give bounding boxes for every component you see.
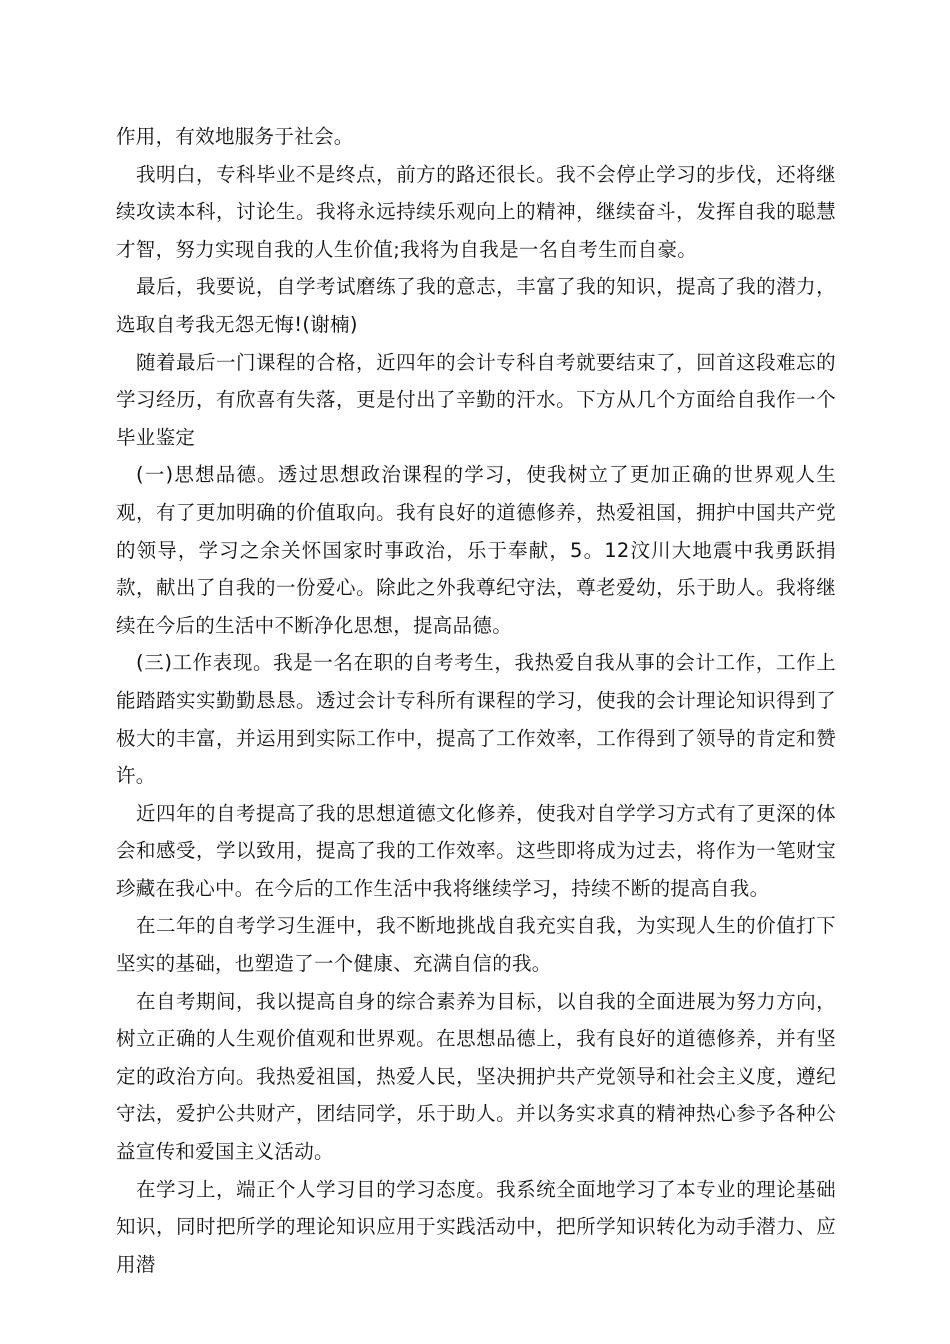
paragraph-3: 最后，我要说，自学考试磨练了我的意志，丰富了我的知识，提高了我的潜力，选取自考我无怨无悔!(谢楠) — [116, 275, 836, 336]
paragraph-9: 在自考期间，我以提高自身的综合素养为目标，以自我的全面进展为努力方向，树立正确的人生观价值观和世界观。在思想品德上，我有良好的道德修养，并有坚定的政治方向。我热爱祖国，热爱人民，坚决拥护共产党领导和社会主义度，遵纪守法，爱护公共财产，团结同学，乐于助人。并以务实求真的精神热心参予各种公益宣传和爱国主义活动。 — [116, 989, 836, 1164]
paragraph-1: 作用，有效地服务于社会。 — [116, 125, 354, 148]
paragraph-10: 在学习上，端正个人学习目的学习态度。我系统全面地学习了本专业的理论基础知识，同时把所学的理论知识应用于实践活动中，把所学知识转化为动手潜力、应用潜 — [116, 1177, 836, 1276]
paragraph-4: 随着最后一门课程的合格，近四年的会计专科自考就要结束了，回首这段难忘的学习经历，有欣喜有失落，更是付出了辛勤的汗水。下方从几个方面给自我作一个毕业鉴定 — [116, 350, 836, 449]
paragraph-2: 我明白，专科毕业不是终点，前方的路还很长。我不会停止学习的步伐，还将继续攻读本科，讨论生。我将永远持续乐观向上的精神，继续奋斗，发挥自我的聪慧才智，努力实现自我的人生价值;我将为自我是一名自考生而自豪。 — [116, 162, 836, 261]
paragraph-7: 近四年的自考提高了我的思想道德文化修养，使我对自学学习方式有了更深的体会和感受，学以致用，提高了我的工作效率。这些即将成为过去，将作为一笔财宝珍藏在我心中。在今后的工作生活中我将继续学习，持续不断的提高自我。 — [116, 801, 836, 900]
document-body — [116, 118, 836, 1283]
paragraph-8: 在二年的自考学习生涯中，我不断地挑战自我充实自我，为实现人生的价值打下坚实的基础，也塑造了一个健康、充满自信的我。 — [116, 914, 836, 976]
paragraph-5: (一)思想品德。透过思想政治课程的学习，使我树立了更加正确的世界观人生观，有了更加明确的价值取向。我有良好的道德修养，热爱祖国，拥护中国共产党的领导，学习之余关怀国家时事政治，乐于奉献，5。12汶川大地震中我勇跃捐款，献出了自我的一份爱心。除此之外我尊纪守法，尊老爱幼，乐于助人。我将继续在今后的生活中不断净化思想，提高品德。 — [116, 463, 836, 637]
paragraph-6: (三)工作表现。我是一名在职的自考考生，我热爱自我从事的会计工作，工作上能踏踏实实勤勤恳恳。透过会计专科所有课程的学习，使我的会计理论知识得到了极大的丰富，并运用到实际工作中，提高了工作效率，工作得到了领导的肯定和赞许。 — [116, 651, 836, 788]
